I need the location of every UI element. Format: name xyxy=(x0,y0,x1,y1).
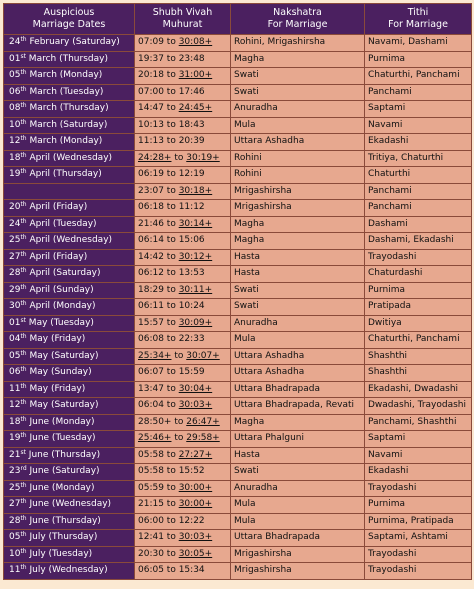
table-row xyxy=(4,84,472,101)
muhurat-start: 20:18 xyxy=(138,70,164,81)
date-cell: 11th July (Wednesday) xyxy=(4,563,135,580)
marriage-muhurat-table xyxy=(3,3,472,580)
tithi-cell: Purnima xyxy=(365,497,472,514)
tithi-cell: Chaturdashi xyxy=(365,266,472,283)
table-row xyxy=(4,365,472,382)
nakshatra-cell: Uttara Bhadrapada xyxy=(231,530,365,547)
muhurat-end: 11:12 xyxy=(178,202,205,213)
muhurat-start: 19:37 xyxy=(138,53,164,64)
muhurat-cell: 18:29 to 30:11+ xyxy=(135,282,231,299)
muhurat-start: 06:05 xyxy=(138,565,164,576)
muhurat-start: 12:41 xyxy=(138,532,164,543)
muhurat-cell: 10:13 to 18:43 xyxy=(135,117,231,134)
date-cell: 29th April (Sunday) xyxy=(4,282,135,299)
table-row xyxy=(4,51,472,68)
muhurat-cell: 21:15 to 30:00+ xyxy=(135,497,231,514)
muhurat-cell: 06:18 to 11:12 xyxy=(135,200,231,217)
muhurat-start: 07:00 xyxy=(138,86,164,97)
muhurat-end: 23:48 xyxy=(178,53,205,64)
muhurat-end: 30:03+ xyxy=(178,400,213,411)
tithi-cell: Saptami xyxy=(365,431,472,448)
muhurat-start: 06:07 xyxy=(138,367,164,378)
muhurat-cell: 28:50+ to 26:47+ xyxy=(135,414,231,431)
nakshatra-cell: Uttara Ashadha xyxy=(231,365,365,382)
muhurat-start: 13:47 xyxy=(138,383,164,394)
muhurat-start: 10:13 xyxy=(138,119,164,130)
date-cell: 01st May (Tuesday) xyxy=(4,315,135,332)
tithi-cell: Chaturthi xyxy=(365,167,472,184)
table-row xyxy=(4,249,472,266)
table-row xyxy=(4,563,472,580)
muhurat-cell: 20:18 to 31:00+ xyxy=(135,68,231,85)
muhurat-cell: 12:41 to 30:03+ xyxy=(135,530,231,547)
muhurat-end: 15:59 xyxy=(178,367,205,378)
tithi-cell: Purnima, Pratipada xyxy=(365,513,472,530)
table-row xyxy=(4,101,472,118)
tithi-cell: Tritiya, Chaturthi xyxy=(365,150,472,167)
date-cell: 19th June (Tuesday) xyxy=(4,431,135,448)
date-cell: 21st June (Thursday) xyxy=(4,447,135,464)
muhurat-end: 30:09+ xyxy=(178,317,213,328)
muhurat-end: 29:58+ xyxy=(186,433,220,444)
tithi-cell: Ekadashi, Dwadashi xyxy=(365,381,472,398)
table-row xyxy=(4,35,472,52)
tithi-cell: Shashthi xyxy=(365,348,472,365)
tithi-cell: Pratipada xyxy=(365,299,472,316)
muhurat-start: 21:15 xyxy=(138,499,164,510)
table-row xyxy=(4,497,472,514)
muhurat-cell: 15:57 to 30:09+ xyxy=(135,315,231,332)
nakshatra-cell: Mrigashirsha xyxy=(231,546,365,563)
nakshatra-cell: Magha xyxy=(231,51,365,68)
tithi-cell: Navami, Dashami xyxy=(365,35,472,52)
table-row xyxy=(4,200,472,217)
nakshatra-cell: Mrigashirsha xyxy=(231,563,365,580)
muhurat-end: 17:46 xyxy=(178,86,205,97)
date-cell: 28th June (Thursday) xyxy=(4,513,135,530)
date-cell: 04th May (Friday) xyxy=(4,332,135,349)
table-row xyxy=(4,183,472,200)
table-row xyxy=(4,117,472,134)
muhurat-start: 06:18 xyxy=(138,202,164,213)
muhurat-start: 06:12 xyxy=(138,268,164,279)
header-dates: Auspicious Marriage Dates xyxy=(4,4,135,35)
table-row xyxy=(4,530,472,547)
tithi-cell: Trayodashi xyxy=(365,249,472,266)
header-row xyxy=(4,4,472,35)
header-tithi: Tithi For Marriage xyxy=(365,4,472,35)
muhurat-cell: 11:13 to 20:39 xyxy=(135,134,231,151)
tithi-cell: Panchami, Shashthi xyxy=(365,414,472,431)
muhurat-start: 07:09 xyxy=(138,37,164,48)
muhurat-end: 10:24 xyxy=(178,301,205,312)
muhurat-cell: 07:09 to 30:08+ xyxy=(135,35,231,52)
nakshatra-cell: Hasta xyxy=(231,249,365,266)
nakshatra-cell: Swati xyxy=(231,464,365,481)
nakshatra-cell: Rohini xyxy=(231,167,365,184)
date-cell: 23rd June (Saturday) xyxy=(4,464,135,481)
table-row xyxy=(4,480,472,497)
muhurat-end: 30:00+ xyxy=(178,482,213,493)
muhurat-cell: 06:12 to 13:53 xyxy=(135,266,231,283)
date-cell: 12th May (Saturday) xyxy=(4,398,135,415)
table-row xyxy=(4,546,472,563)
muhurat-start: 14:42 xyxy=(138,251,164,262)
nakshatra-cell: Mula xyxy=(231,513,365,530)
muhurat-end: 13:53 xyxy=(178,268,205,279)
muhurat-start: 25:46+ xyxy=(138,433,172,444)
nakshatra-cell: Anuradha xyxy=(231,315,365,332)
muhurat-start: 05:58 xyxy=(138,466,164,477)
date-cell xyxy=(4,183,135,200)
tithi-cell: Panchami xyxy=(365,183,472,200)
muhurat-end: 20:39 xyxy=(178,136,205,147)
date-cell: 19th April (Thursday) xyxy=(4,167,135,184)
nakshatra-cell: Hasta xyxy=(231,447,365,464)
tithi-cell: Trayodashi xyxy=(365,546,472,563)
muhurat-end: 30:05+ xyxy=(178,548,213,559)
muhurat-cell: 06:11 to 10:24 xyxy=(135,299,231,316)
table-row xyxy=(4,447,472,464)
date-cell: 06th May (Sunday) xyxy=(4,365,135,382)
nakshatra-cell: Anuradha xyxy=(231,101,365,118)
muhurat-start: 25:34+ xyxy=(138,350,172,361)
header-nakshatra: Nakshatra For Marriage xyxy=(231,4,365,35)
muhurat-end: 26:47+ xyxy=(186,416,220,427)
muhurat-end: 27:27+ xyxy=(178,449,213,460)
muhurat-table-container xyxy=(3,3,471,580)
muhurat-start: 20:30 xyxy=(138,548,164,559)
table-row xyxy=(4,348,472,365)
nakshatra-cell: Rohini, Mrigashirsha xyxy=(231,35,365,52)
tithi-cell: Chaturthi, Panchami xyxy=(365,68,472,85)
date-cell: 01st March (Thursday) xyxy=(4,51,135,68)
nakshatra-cell: Swati xyxy=(231,282,365,299)
nakshatra-cell: Uttara Ashadha xyxy=(231,134,365,151)
muhurat-start: 06:11 xyxy=(138,301,164,312)
nakshatra-cell: Magha xyxy=(231,233,365,250)
muhurat-start: 11:13 xyxy=(138,136,164,147)
tithi-cell: Saptami, Ashtami xyxy=(365,530,472,547)
muhurat-cell: 13:47 to 30:04+ xyxy=(135,381,231,398)
header-muhurat: Shubh Vivah Muhurat xyxy=(135,4,231,35)
table-row xyxy=(4,513,472,530)
muhurat-end: 30:08+ xyxy=(178,37,213,48)
muhurat-end: 24:45+ xyxy=(178,103,213,114)
muhurat-end: 30:04+ xyxy=(178,383,213,394)
muhurat-end: 30:19+ xyxy=(186,152,220,163)
muhurat-start: 15:57 xyxy=(138,317,164,328)
date-cell: 05th July (Thursday) xyxy=(4,530,135,547)
muhurat-end: 12:22 xyxy=(178,515,205,526)
nakshatra-cell: Uttara Ashadha xyxy=(231,348,365,365)
date-cell: 06th March (Tuesday) xyxy=(4,84,135,101)
muhurat-start: 06:04 xyxy=(138,400,164,411)
tithi-cell: Trayodashi xyxy=(365,563,472,580)
muhurat-cell: 23:07 to 30:18+ xyxy=(135,183,231,200)
table-row xyxy=(4,150,472,167)
table-row xyxy=(4,332,472,349)
muhurat-start: 21:46 xyxy=(138,218,164,229)
nakshatra-cell: Rohini xyxy=(231,150,365,167)
tithi-cell: Dwadashi, Trayodashi xyxy=(365,398,472,415)
table-row xyxy=(4,299,472,316)
tithi-cell: Dwitiya xyxy=(365,315,472,332)
nakshatra-cell: Swati xyxy=(231,299,365,316)
muhurat-cell: 07:00 to 17:46 xyxy=(135,84,231,101)
nakshatra-cell: Mula xyxy=(231,117,365,134)
muhurat-start: 28:50+ xyxy=(138,416,172,427)
muhurat-end: 15:34 xyxy=(178,565,205,576)
tithi-cell: Navami xyxy=(365,117,472,134)
tithi-cell: Navami xyxy=(365,447,472,464)
tithi-cell: Chaturthi, Panchami xyxy=(365,332,472,349)
nakshatra-cell: Swati xyxy=(231,68,365,85)
tithi-cell: Panchami xyxy=(365,200,472,217)
muhurat-cell: 19:37 to 23:48 xyxy=(135,51,231,68)
date-cell: 30th April (Monday) xyxy=(4,299,135,316)
muhurat-cell: 24:28+ to 30:19+ xyxy=(135,150,231,167)
muhurat-end: 15:06 xyxy=(178,235,205,246)
date-cell: 28th April (Saturday) xyxy=(4,266,135,283)
muhurat-cell: 25:46+ to 29:58+ xyxy=(135,431,231,448)
muhurat-end: 30:11+ xyxy=(178,284,213,295)
muhurat-end: 30:18+ xyxy=(178,185,213,196)
muhurat-cell: 06:07 to 15:59 xyxy=(135,365,231,382)
muhurat-start: 05:59 xyxy=(138,482,164,493)
tithi-cell: Trayodashi xyxy=(365,480,472,497)
table-row xyxy=(4,431,472,448)
nakshatra-cell: Magha xyxy=(231,414,365,431)
date-cell: 24th February (Saturday) xyxy=(4,35,135,52)
nakshatra-cell: Uttara Phalguni xyxy=(231,431,365,448)
nakshatra-cell: Mrigashirsha xyxy=(231,183,365,200)
muhurat-end: 15:52 xyxy=(178,466,205,477)
table-row xyxy=(4,315,472,332)
tithi-cell: Shashthi xyxy=(365,365,472,382)
nakshatra-cell: Mula xyxy=(231,332,365,349)
muhurat-end: 30:14+ xyxy=(178,218,213,229)
date-cell: 12th March (Monday) xyxy=(4,134,135,151)
nakshatra-cell: Mrigashirsha xyxy=(231,200,365,217)
tithi-cell: Purnima xyxy=(365,282,472,299)
muhurat-start: 24:28+ xyxy=(138,152,172,163)
muhurat-cell: 14:47 to 24:45+ xyxy=(135,101,231,118)
date-cell: 27th April (Friday) xyxy=(4,249,135,266)
tithi-cell: Ekadashi xyxy=(365,464,472,481)
table-row xyxy=(4,266,472,283)
date-cell: 18th April (Wednesday) xyxy=(4,150,135,167)
date-cell: 18th June (Monday) xyxy=(4,414,135,431)
date-cell: 11th May (Friday) xyxy=(4,381,135,398)
muhurat-end: 30:03+ xyxy=(178,532,213,543)
muhurat-cell: 06:04 to 30:03+ xyxy=(135,398,231,415)
muhurat-start: 05:58 xyxy=(138,449,164,460)
muhurat-end: 31:00+ xyxy=(178,70,213,81)
table-row xyxy=(4,282,472,299)
muhurat-start: 23:07 xyxy=(138,185,164,196)
table-row xyxy=(4,381,472,398)
date-cell: 25th April (Wednesday) xyxy=(4,233,135,250)
nakshatra-cell: Magha xyxy=(231,216,365,233)
muhurat-end: 18:43 xyxy=(178,119,205,130)
nakshatra-cell: Hasta xyxy=(231,266,365,283)
nakshatra-cell: Uttara Bhadrapada, Revati xyxy=(231,398,365,415)
table-row xyxy=(4,216,472,233)
muhurat-cell: 06:00 to 12:22 xyxy=(135,513,231,530)
date-cell: 27th June (Wednesday) xyxy=(4,497,135,514)
muhurat-cell: 06:08 to 22:33 xyxy=(135,332,231,349)
muhurat-cell: 25:34+ to 30:07+ xyxy=(135,348,231,365)
date-cell: 20th April (Friday) xyxy=(4,200,135,217)
muhurat-end: 30:00+ xyxy=(178,499,213,510)
muhurat-start: 06:08 xyxy=(138,334,164,345)
table-row xyxy=(4,134,472,151)
table-row xyxy=(4,167,472,184)
tithi-cell: Dashami, Ekadashi xyxy=(365,233,472,250)
muhurat-end: 30:07+ xyxy=(186,350,220,361)
tithi-cell: Saptami xyxy=(365,101,472,118)
muhurat-cell: 06:05 to 15:34 xyxy=(135,563,231,580)
table-row xyxy=(4,398,472,415)
tithi-cell: Panchami xyxy=(365,84,472,101)
muhurat-end: 30:12+ xyxy=(178,251,213,262)
nakshatra-cell: Anuradha xyxy=(231,480,365,497)
muhurat-start: 06:19 xyxy=(138,169,164,180)
date-cell: 10th March (Saturday) xyxy=(4,117,135,134)
muhurat-start: 14:47 xyxy=(138,103,164,114)
tithi-cell: Ekadashi xyxy=(365,134,472,151)
muhurat-cell: 06:19 to 12:19 xyxy=(135,167,231,184)
nakshatra-cell: Swati xyxy=(231,84,365,101)
date-cell: 08th March (Thursday) xyxy=(4,101,135,118)
muhurat-cell: 05:58 to 27:27+ xyxy=(135,447,231,464)
muhurat-cell: 21:46 to 30:14+ xyxy=(135,216,231,233)
muhurat-cell: 06:14 to 15:06 xyxy=(135,233,231,250)
tithi-cell: Purnima xyxy=(365,51,472,68)
muhurat-cell: 14:42 to 30:12+ xyxy=(135,249,231,266)
nakshatra-cell: Mula xyxy=(231,497,365,514)
table-row xyxy=(4,233,472,250)
tithi-cell: Dashami xyxy=(365,216,472,233)
table-row xyxy=(4,414,472,431)
date-cell: 10th July (Tuesday) xyxy=(4,546,135,563)
muhurat-start: 06:00 xyxy=(138,515,164,526)
date-cell: 25th June (Monday) xyxy=(4,480,135,497)
muhurat-cell: 05:59 to 30:00+ xyxy=(135,480,231,497)
muhurat-cell: 20:30 to 30:05+ xyxy=(135,546,231,563)
nakshatra-cell: Uttara Bhadrapada xyxy=(231,381,365,398)
muhurat-end: 22:33 xyxy=(178,334,205,345)
date-cell: 05th May (Saturday) xyxy=(4,348,135,365)
muhurat-start: 18:29 xyxy=(138,284,164,295)
table-row xyxy=(4,68,472,85)
table-body xyxy=(4,35,472,580)
muhurat-end: 12:19 xyxy=(178,169,205,180)
muhurat-cell: 05:58 to 15:52 xyxy=(135,464,231,481)
table-row xyxy=(4,464,472,481)
date-cell: 24th April (Tuesday) xyxy=(4,216,135,233)
date-cell: 05th March (Monday) xyxy=(4,68,135,85)
muhurat-start: 06:14 xyxy=(138,235,164,246)
